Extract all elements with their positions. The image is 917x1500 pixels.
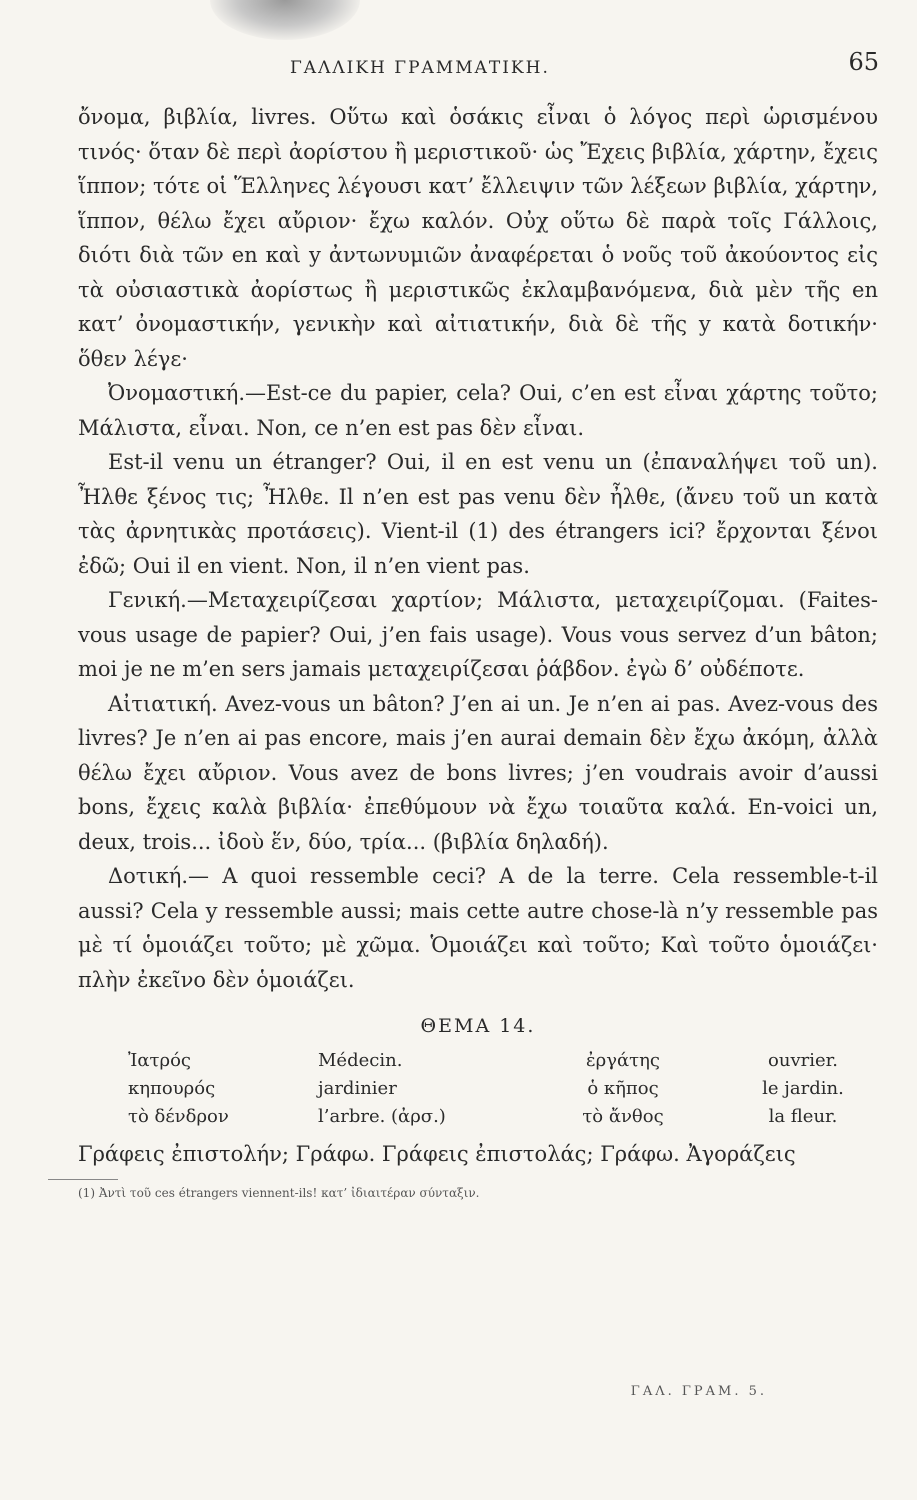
vocab-greek: Ἰατρός [128, 1050, 191, 1071]
table-row [128, 1103, 888, 1131]
table-row [128, 1047, 888, 1075]
vocab-greek: ἐργάτης [586, 1050, 660, 1071]
vocab-greek: ὁ κῆπος [587, 1078, 659, 1099]
paragraph: Ὀνομαστική.—Est-ce du papier, cela? Oui, c’en est εἶναι χάρτης τοῦτο; Μάλιστα, εἶναι. Non, ce n’en est pas δὲν εἶναι. [78, 381, 878, 440]
paragraph: Δοτική.— A quoi ressemble ceci? A de la terre. Cela ressemble-t-il aussi? Cela y ressemble aussi; mais cette autre chose-là n’y ressemble pas μὲ τί ὁμοιάζει τοῦτο; μὲ χῶμα. Ὁμοιάζει καὶ τοῦτο; Καὶ τοῦτο ὁμοιάζει· πλὴν ἐκεῖνο δὲν ὁμοιάζει. [78, 864, 878, 992]
vocab-french: jardinier [318, 1078, 397, 1099]
running-head [0, 48, 917, 88]
running-title: ΓΑΛΛΙΚΗ ΓΡΑΜΜΑΤΙΚΗ. [290, 58, 550, 78]
signature-mark: ΓΑΛ. ΓΡΑΜ. 5. [630, 1384, 767, 1399]
paragraph: Αἰτιατική. Avez-vous un bâton? J’en ai un. Je n’en ai pas. Avez-vous des livres? Je n’en ai pas encore, mais j’en aurai demain δὲν ἔχω ἀκόμη, ἀλλὰ θέλω ἔχει αὔριον. Vous avez de bons livres; j’en voudrais avoir d’aussi bons, ἔχεις καλὰ βιβλία· ἐπεθύμουν νὰ ἔχω τοιαῦτα καλά. En-voici un, deux, trois... ἰδοὺ ἕν, δύο, τρία... (βιβλία δηλαδή). [78, 691, 878, 854]
vocab-french: la fleur. [768, 1106, 838, 1127]
footnote-rule [48, 1179, 118, 1180]
vocab-greek: κηπουρός [128, 1078, 216, 1099]
closing-line: Γράφεις ἐπιστολήν; Γράφω. Γράφεις ἐπιστολάς; Γράφω. Ἀγοράζεις [78, 1142, 796, 1166]
paragraph: ὄνομα, βιβλία, livres. Οὕτω καὶ ὁσάκις εἶναι ὁ λόγος περὶ ὡρισμένου τινός· ὅταν δὲ περὶ ἀορίστου ἢ μεριστικοῦ· ὡς Ἔχεις βιβλία, χάρτην, ἔχεις ἵππον; τότε οἱ Ἕλληνες λέγουσι κατ’ ἔλλειψιν τῶν λέξεων βιβλία, χάρτην, ἵππον, θέλω ἔχει αὔριον· ἔχω καλόν. Οὐχ οὕτω δὲ παρὰ τοῖς Γάλλοις, διότι διὰ τῶν en καὶ y ἀντωνυμιῶν ἀναφέρεται ὁ νοῦς τοῦ ἀκούοντος εἰς τὰ οὐσιαστικὰ ἀορίστως ἢ μεριστικῶς ἐκλαμβανόμενα, διὰ μὲν τῆς en κατ’ ὀνομαστικήν, γενικὴν καὶ αἰτιατικήν, διὰ δὲ τῆς y κατὰ δοτικήν· ὅθεν λέγε· [78, 105, 878, 371]
vocab-french: l’arbre. (ἀρσ.) [318, 1106, 446, 1127]
page-number: 65 [848, 48, 879, 76]
vocab-french: le jardin. [762, 1078, 844, 1099]
vocab-french: Médecin. [318, 1050, 403, 1071]
vocab-greek: τὸ ἄνθος [582, 1106, 664, 1127]
theme-heading: ΘΕΜΑ 14. [420, 1015, 536, 1037]
paragraph: Γενική.—Μεταχειρίζεσαι χαρτίον; Μάλιστα, μεταχειρίζομαι. (Faites-vous usage de papier? Oui, j’en fais usage). Vous vous servez d’un bâton; moi je ne m’en sers jamais μεταχειρίζεσαι ῥάβδον. ἐγὼ δ’ οὐδέποτε. [78, 588, 878, 681]
footnote: (1) Ἀντὶ τοῦ ces étrangers viennent-ils! κατ’ ἰδιαιτέραν σύνταξιν. [78, 1186, 480, 1200]
paragraph: Est-il venu un étranger? Oui, il en est venu un (ἐπαναλήψει τοῦ un). Ἦλθε ξένος τις; Ἦλθε. Il n’en est pas venu δὲν ἦλθε, (ἄνευ τοῦ un κατὰ τὰς ἀρνητικὰς προτάσεις). Vient-il (1) des étrangers ici? ἔρχονται ξένοι ἐδῶ; Oui il en vient. Non, il n’en vient pas. [78, 450, 878, 578]
table-row [128, 1075, 888, 1103]
scan-shadow [210, 0, 360, 40]
vocab-french: ouvrier. [768, 1050, 838, 1071]
vocabulary-table [128, 1047, 888, 1131]
vocab-greek: τὸ δένδρον [128, 1106, 229, 1127]
body-text [78, 100, 878, 1202]
